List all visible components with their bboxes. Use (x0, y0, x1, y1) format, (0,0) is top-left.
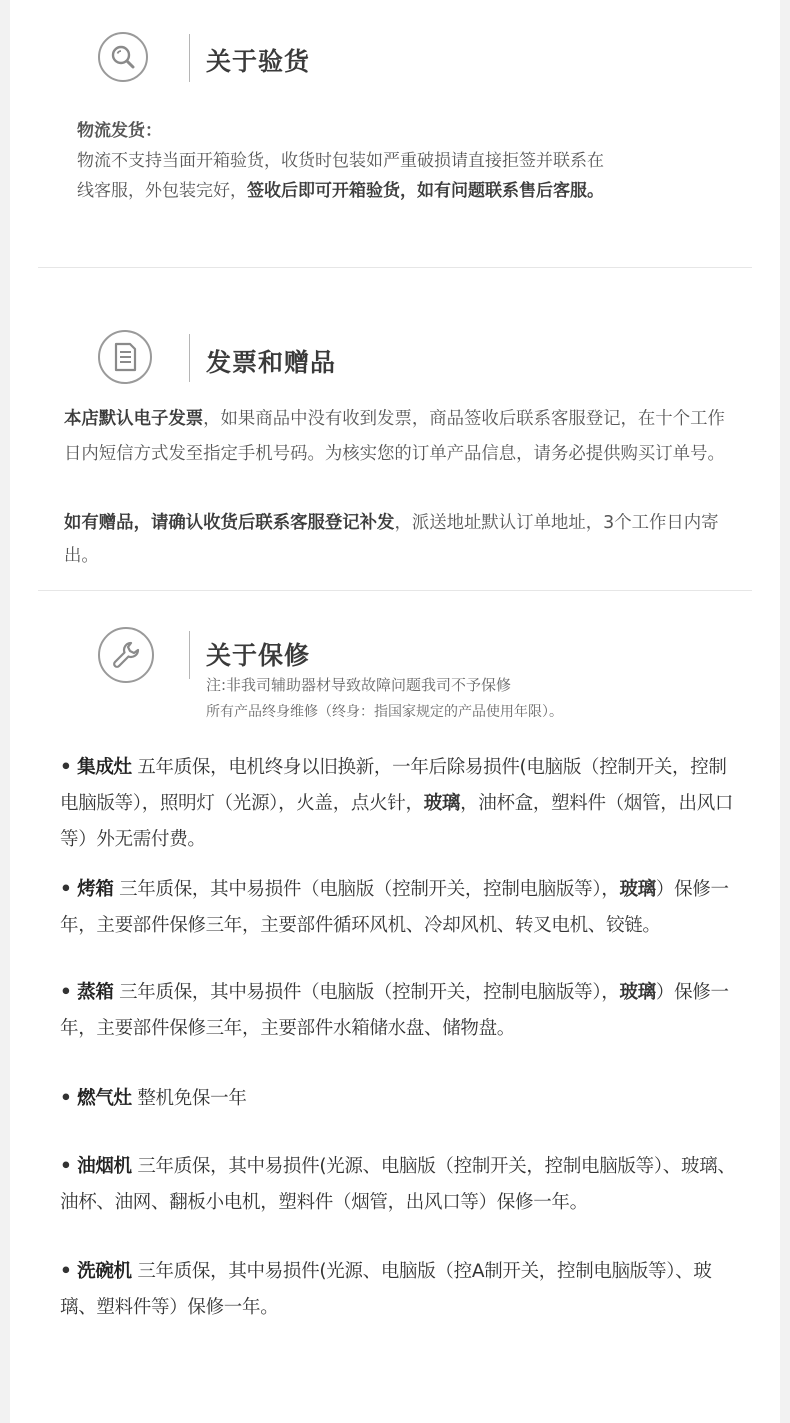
gift-bold: 如有赠品，请确认收货后联系客服登记补发 (64, 513, 395, 533)
invoice-p1-text: ，如果商品中没有收到发票，商品签收后联系客服登记，在十个工作日内短信方式发至指定手机号码。为核实您的订单产品信息，请务必提供购买订单号。 (64, 409, 725, 464)
header-divider (189, 334, 190, 382)
inspection-text (77, 116, 717, 206)
product-name: 燃气灶 (77, 1088, 132, 1109)
invoice-paragraph-1 (64, 402, 728, 472)
bullet: • (60, 982, 72, 1003)
item-text-2: ）保修一年，主要部件保修三年，主要部件循环风机、冷却风机、转叉电机、铰链。 (60, 879, 729, 936)
inspection-title: 关于验货 (206, 47, 311, 76)
product-name: 蒸箱 (77, 982, 114, 1003)
warranty-item-steamer (60, 975, 736, 1047)
bullet: • (60, 879, 72, 900)
warranty-item-oven (60, 872, 736, 944)
warranty-item-range-hood (60, 1149, 736, 1221)
bullet: • (60, 1156, 72, 1177)
bullet: • (60, 757, 72, 778)
item-bold: 玻璃 (619, 982, 656, 1003)
invoice-header (98, 330, 418, 390)
item-text-2: ）保修一年，主要部件保修三年，主要部件水箱储水盘、储物盘。 (60, 982, 729, 1039)
logistics-label: 物流发货： (77, 121, 162, 141)
section-divider-2 (38, 590, 752, 591)
right-edge (780, 0, 790, 1423)
invoice-title: 发票和赠品 (206, 348, 337, 377)
magnifier-icon (98, 32, 148, 82)
warranty-item-integrated-stove (60, 750, 736, 858)
item-text: 三年质保，其中易损件(光源、电脑版（控A制开关，控制电脑版等）、玻璃、塑料件等）保修一年。 (60, 1261, 712, 1318)
wrench-icon (98, 627, 154, 683)
item-text: 三年质保，其中易损件（电脑版（控制开关，控制电脑版等）， (113, 879, 620, 900)
product-name: 油烟机 (77, 1156, 132, 1177)
gift-text: ，派送地址默认订单地址，3个工作日内寄出。 (64, 513, 719, 566)
inspection-header (98, 32, 398, 92)
header-divider (189, 631, 190, 679)
product-name: 洗碗机 (77, 1261, 132, 1282)
bullet: • (60, 1088, 72, 1109)
item-text: 五年质保，电机终身以旧换新，一年后除易损件(电脑版（控制开关，控制电脑版等），照明灯（光源），火盖，点火针， (60, 757, 727, 814)
inspection-line-2 (77, 176, 717, 206)
warranty-note-lifetime: 所有产品终身维修（终身：指国家规定的产品使用年限）。 (206, 704, 563, 720)
section-divider-1 (38, 267, 752, 268)
invoice-default-bold: 本店默认电子发票 (64, 409, 204, 429)
warranty-title: 关于保修 (206, 641, 311, 670)
invoice-paragraph-2 (64, 507, 728, 573)
inspection-line-1: 物流不支持当面开箱验货，收货时包装如严重破损请直接拒签并联系在 (77, 151, 604, 171)
warranty-note-exclusion: 注:非我司辅助器材导致故障问题我司不予保修 (206, 676, 512, 694)
document-icon (98, 330, 152, 384)
item-text: 三年质保，其中易损件（电脑版（控制开关，控制电脑版等）， (113, 982, 620, 1003)
item-text: 三年质保，其中易损件(光源、电脑版（控制开关，控制电脑版等）、玻璃、油杯、油网、翻板小电机，塑料件（烟管，出风口等）保修一年。 (60, 1156, 736, 1213)
item-bold: 玻璃 (619, 879, 656, 900)
item-text-2: ，油杯盒，塑料件（烟管，出风口等）外无需付费。 (60, 793, 734, 850)
inspection-line-2b: 签收后即可开箱验货，如有问题联系售后客服。 (247, 181, 604, 201)
header-divider (189, 34, 190, 82)
bullet: • (60, 1261, 72, 1282)
inspection-line-2a: 线客服，外包装完好， (77, 181, 247, 201)
item-text: 整机免保一年 (131, 1088, 247, 1109)
item-bold: 玻璃 (423, 793, 461, 814)
product-name: 集成灶 (77, 757, 132, 778)
warranty-item-gas-stove (60, 1081, 736, 1117)
warranty-item-dishwasher (60, 1254, 736, 1326)
left-edge (0, 0, 10, 1423)
product-name: 烤箱 (77, 879, 114, 900)
